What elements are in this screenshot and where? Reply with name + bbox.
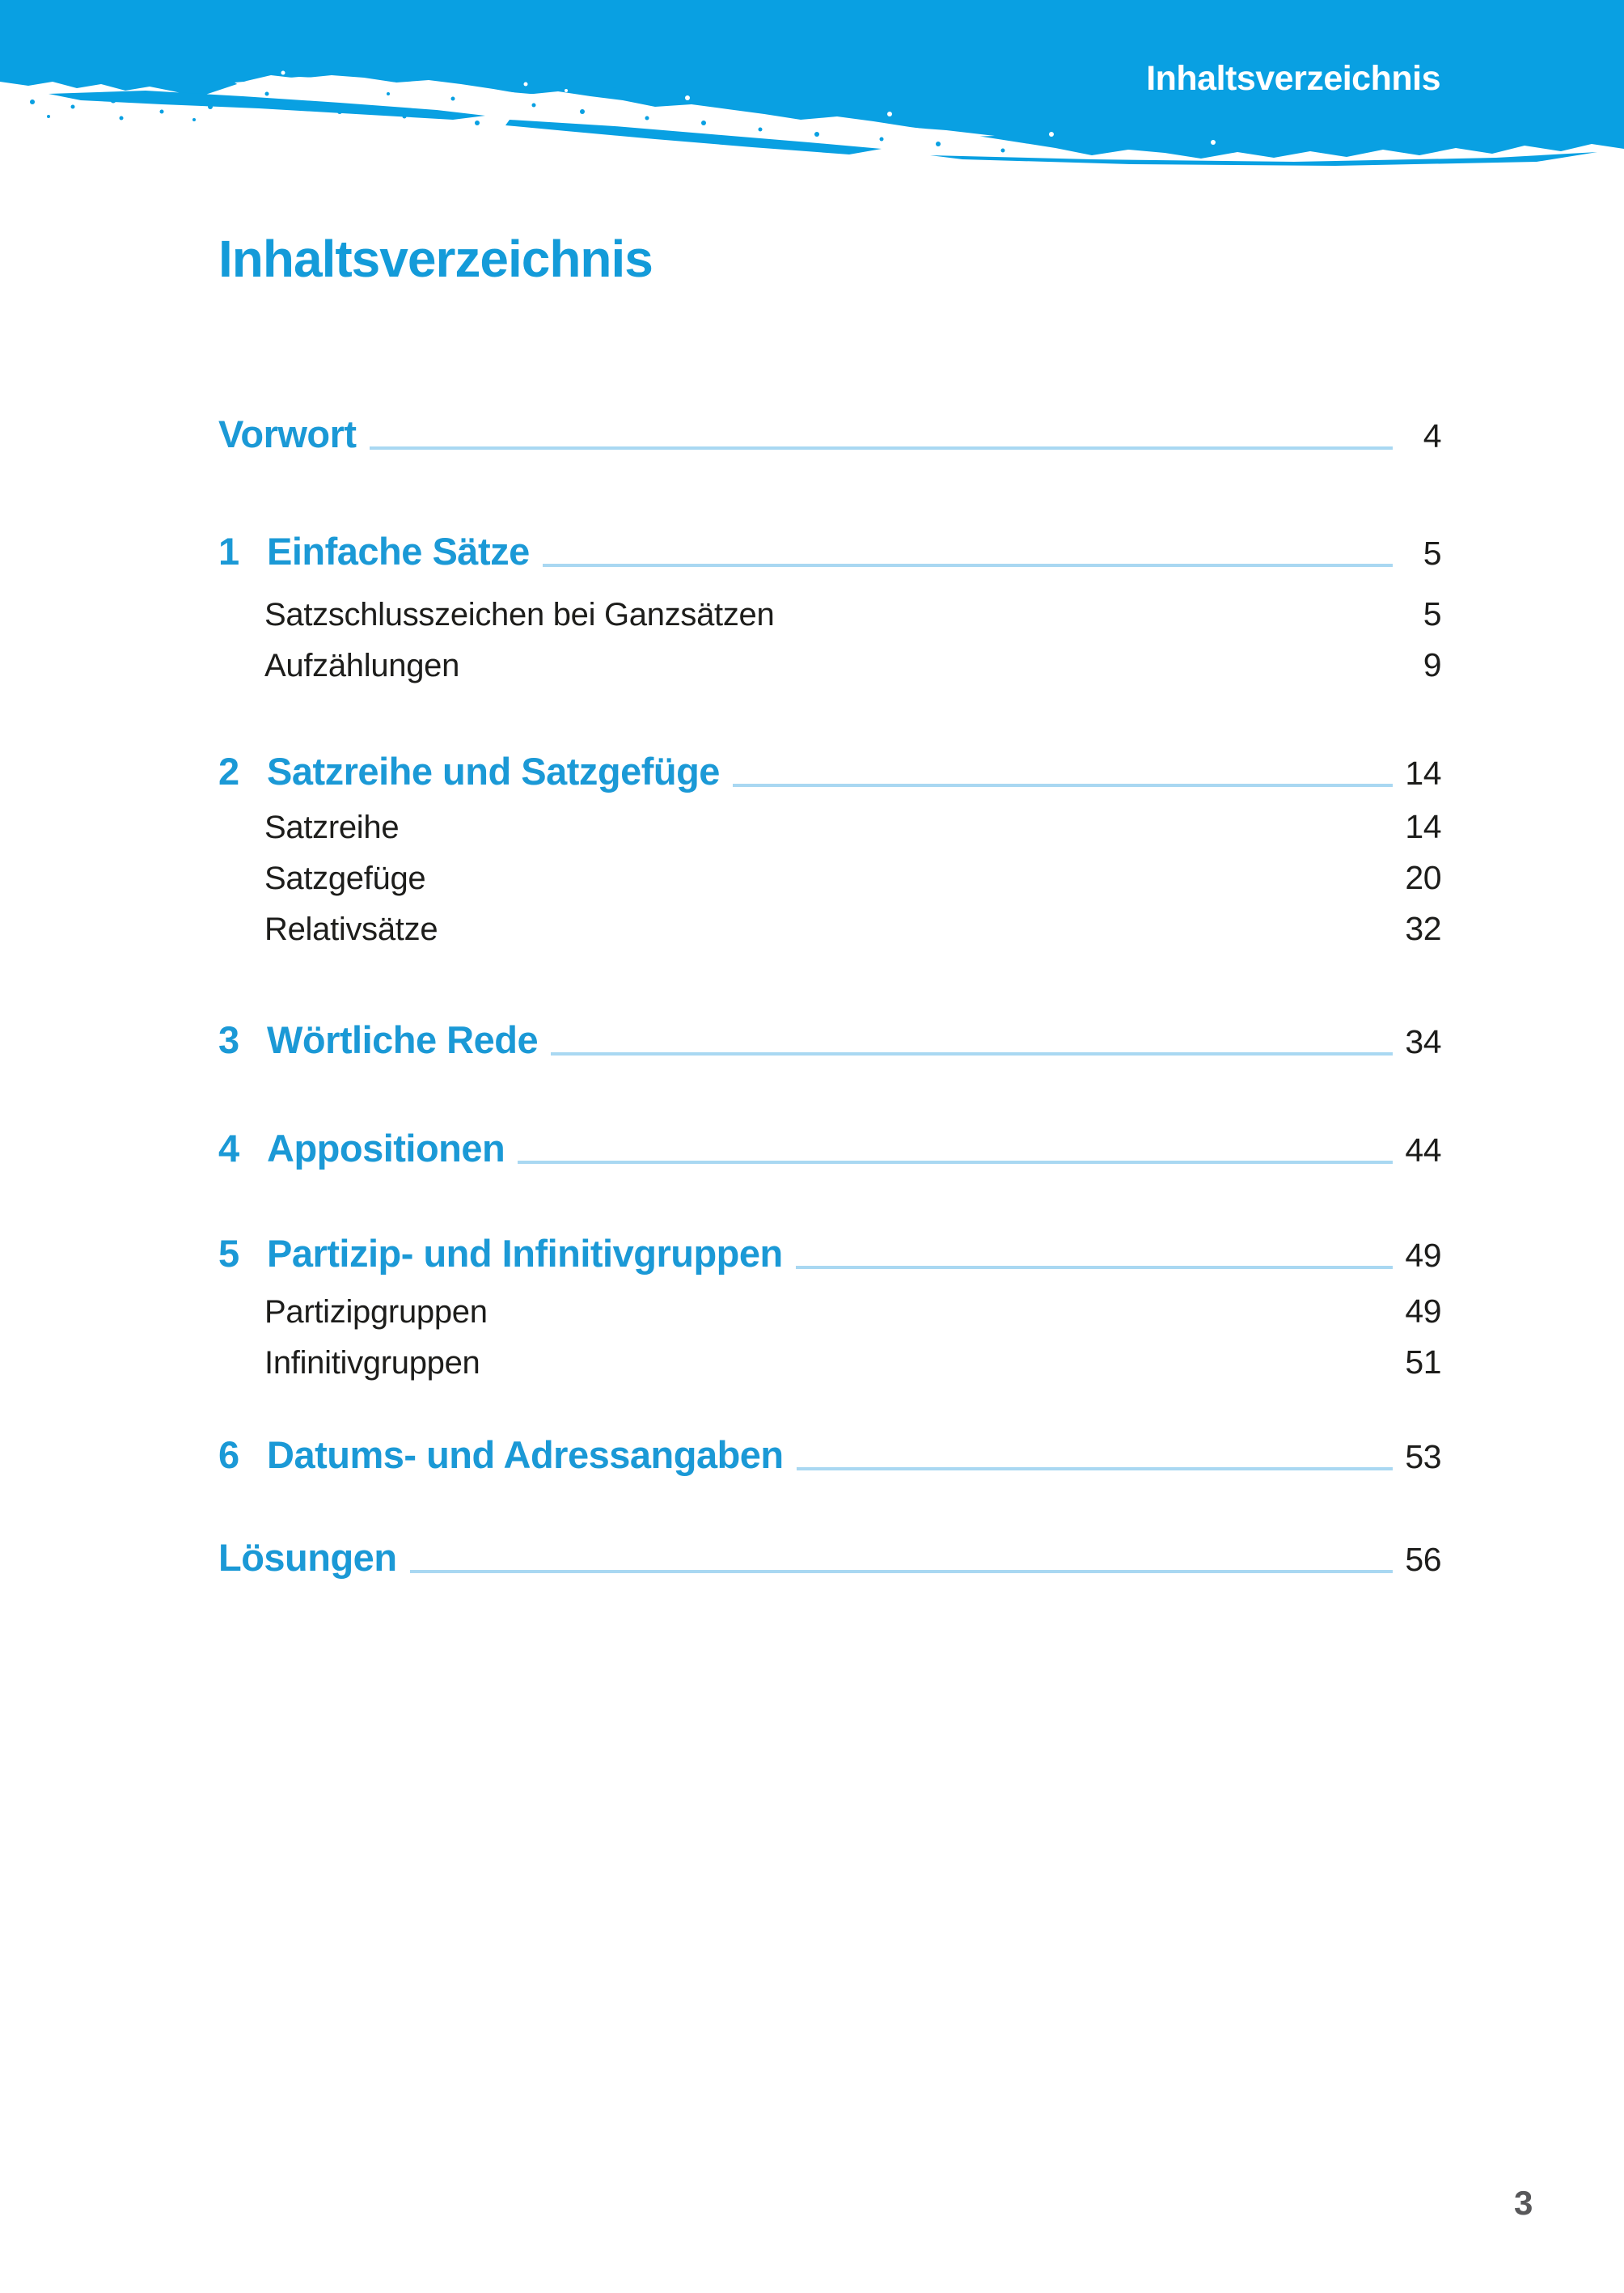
toc-entry-label: Einfache Sätze bbox=[267, 530, 530, 573]
toc-entry-chapter-4[interactable] bbox=[218, 1126, 1441, 1173]
toc-subentry-page: 32 bbox=[1405, 910, 1441, 947]
leader-line bbox=[733, 784, 1393, 787]
leader-line bbox=[796, 1266, 1393, 1269]
leader-line bbox=[551, 1052, 1393, 1056]
toc-entry-chapter-2[interactable] bbox=[218, 749, 1441, 796]
toc-entry-vorwort[interactable] bbox=[218, 412, 1441, 459]
leader-line bbox=[410, 1570, 1393, 1573]
chapter-number: 5 bbox=[218, 1232, 239, 1275]
toc-subentry[interactable] bbox=[218, 1286, 1441, 1337]
toc-entry-page: 44 bbox=[1405, 1132, 1441, 1169]
toc-entry-label: Satzreihe und Satzgefüge bbox=[267, 750, 720, 793]
toc-entry-chapter-6[interactable] bbox=[218, 1432, 1441, 1479]
toc-entry-page: 14 bbox=[1405, 755, 1441, 792]
toc-entry-loesungen[interactable] bbox=[218, 1535, 1441, 1582]
toc-subentry-label: Relativsätze bbox=[264, 912, 438, 947]
chapter-number: 3 bbox=[218, 1018, 239, 1061]
toc-entry-label: Appositionen bbox=[267, 1127, 505, 1170]
toc-entry-label: Vorwort bbox=[218, 412, 357, 455]
toc-subentry[interactable] bbox=[218, 640, 1441, 691]
toc-subentry-label: Satzreihe bbox=[264, 810, 400, 845]
toc-entry-chapter-5[interactable] bbox=[218, 1231, 1441, 1278]
chapter-number: 4 bbox=[218, 1127, 239, 1170]
page-title: Inhaltsverzeichnis bbox=[218, 230, 653, 288]
toc-entry-chapter-3[interactable] bbox=[218, 1017, 1441, 1064]
toc-subentry-page: 51 bbox=[1405, 1343, 1441, 1381]
header-section-label: Inhaltsverzeichnis bbox=[1146, 59, 1440, 98]
toc-entry-page: 5 bbox=[1423, 535, 1441, 572]
toc-entry-page: 56 bbox=[1405, 1541, 1441, 1578]
toc-subentry-label: Satzgefüge bbox=[264, 861, 426, 896]
toc-subentry-page: 49 bbox=[1405, 1292, 1441, 1330]
toc-subentry[interactable] bbox=[218, 802, 1441, 852]
toc-subentry[interactable] bbox=[218, 852, 1441, 903]
leader-line bbox=[370, 446, 1393, 450]
toc-entry-label: Datums- und Adressangaben bbox=[267, 1433, 784, 1476]
toc-entry-page: 34 bbox=[1405, 1023, 1441, 1060]
toc-subentry-label: Aufzählungen bbox=[264, 648, 460, 683]
toc-subentry-page: 5 bbox=[1423, 595, 1441, 632]
toc-subentry-page: 20 bbox=[1405, 859, 1441, 896]
toc-entry-label: Wörtliche Rede bbox=[267, 1018, 539, 1061]
toc-subentry-label: Satzschlusszeichen bei Ganzsätzen bbox=[264, 597, 775, 632]
toc-entry-label: Partizip- und Infinitivgruppen bbox=[267, 1232, 783, 1275]
toc-subentry-label: Infinitivgruppen bbox=[264, 1345, 480, 1381]
chapter-number: 1 bbox=[218, 530, 239, 573]
leader-line bbox=[543, 564, 1393, 567]
page-header-band bbox=[0, 0, 1624, 98]
toc-entry-chapter-1[interactable] bbox=[218, 529, 1441, 576]
toc-subentry[interactable] bbox=[218, 589, 1441, 640]
toc-entry-page: 49 bbox=[1405, 1237, 1441, 1274]
leader-line bbox=[797, 1467, 1393, 1470]
table-of-contents bbox=[0, 412, 1624, 1582]
toc-subentry-label: Partizipgruppen bbox=[264, 1294, 488, 1330]
toc-entry-page: 53 bbox=[1405, 1438, 1441, 1475]
toc-subentry-page: 9 bbox=[1423, 646, 1441, 683]
toc-subentry-page: 14 bbox=[1405, 808, 1441, 845]
toc-subentry[interactable] bbox=[218, 903, 1441, 954]
toc-subentry[interactable] bbox=[218, 1337, 1441, 1388]
chapter-number: 2 bbox=[218, 750, 239, 793]
chapter-number: 6 bbox=[218, 1433, 239, 1476]
page-number: 3 bbox=[1514, 2184, 1533, 2222]
toc-entry-label: Lösungen bbox=[218, 1536, 397, 1579]
leader-line bbox=[518, 1161, 1393, 1164]
toc-entry-page: 4 bbox=[1423, 417, 1441, 455]
